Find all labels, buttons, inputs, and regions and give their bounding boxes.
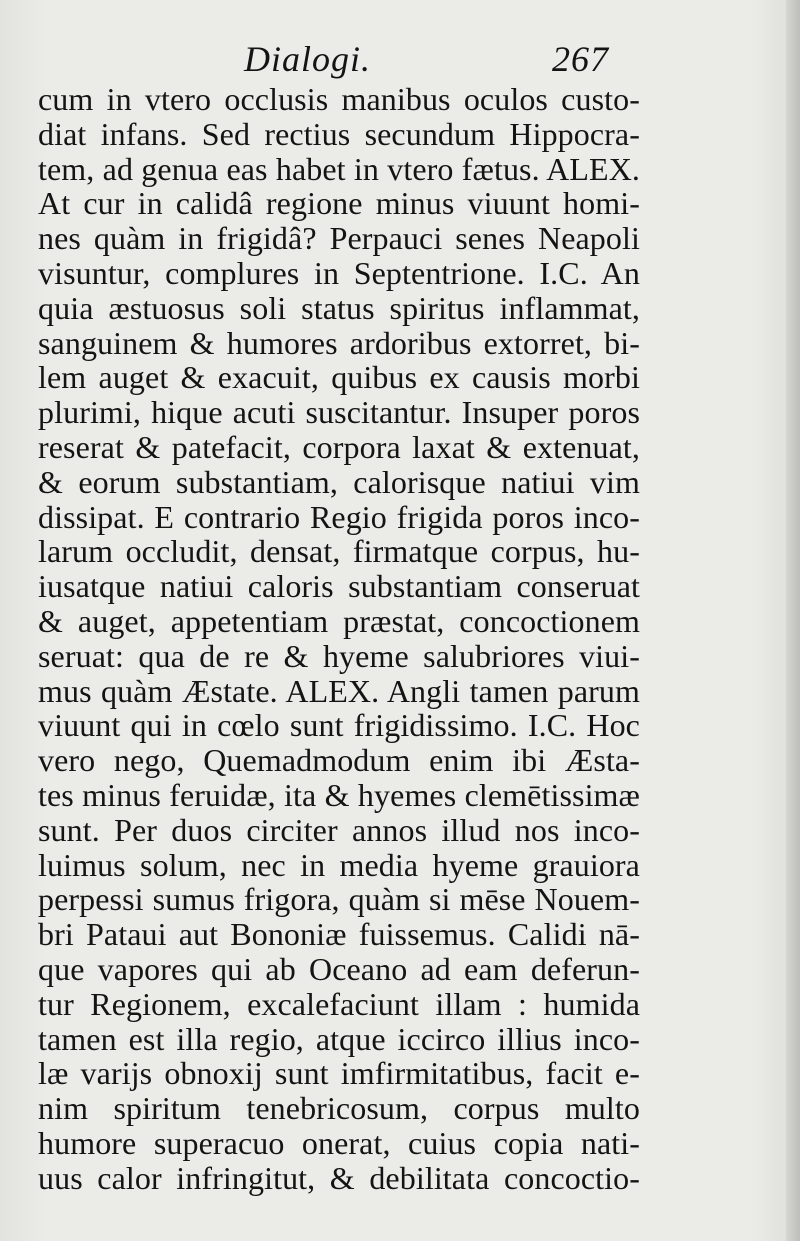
text-line: mus quàm Æstate. ALEX. Angli tamen parum: [38, 672, 640, 709]
text-line: vero nego, Quemadmodum enim ibi Æsta-: [38, 742, 640, 779]
text-line: larum occludit, densat, firmatque corpus, hu-: [38, 533, 640, 570]
text-line: tur Regionem, excalefaciunt illam : humida: [38, 985, 640, 1022]
body-text: [38, 82, 640, 1196]
text-line: nes quàm in frigidâ? Perpauci senes Neapoli: [38, 220, 640, 257]
text-line: læ varijs obnoxij sunt imfirmitatibus, facit e-: [38, 1055, 640, 1092]
text-line: iusatque natiui caloris substantiam conseruat: [38, 568, 640, 605]
text-line: lem auget & exacuit, quibus ex causis morbi: [38, 359, 640, 396]
text-line: sanguinem & humores ardoribus extorret, bi-: [38, 324, 640, 361]
text-line: tem, ad genua eas habet in vtero fætus. ALEX.: [38, 150, 640, 187]
text-line: sunt. Per duos circiter annos illud nos inco-: [38, 811, 640, 848]
text-line: viuunt qui in cœlo sunt frigidissimo. I.C. Hoc: [38, 707, 640, 744]
text-line: perpessi sumus frigora, quàm si mēse Nouem-: [38, 881, 640, 918]
text-line: luimus solum, nec in media hyeme grauiora: [38, 846, 640, 883]
text-line: & eorum substantiam, calorisque natiui vim: [38, 463, 640, 500]
text-line: & auget, appetentiam præstat, concoctionem: [38, 602, 640, 639]
text-line: visuntur, complures in Septentrione. I.C. An: [38, 254, 640, 291]
text-line: tes minus feruidæ, ita & hyemes clemētissimæ: [38, 776, 640, 813]
text-line: humore superacuo onerat, cuius copia nati-: [38, 1124, 640, 1161]
text-line: quia æstuosus soli status spiritus inflammat,: [38, 289, 640, 326]
text-line: At cur in calidâ regione minus viuunt homi-: [38, 185, 640, 222]
running-head-title: Dialogi.: [244, 39, 372, 79]
text-line: plurimi, hique acuti suscitantur. Insuper poros: [38, 394, 640, 431]
text-line: uus calor infringitut, & debilitata concoctio-: [38, 1159, 640, 1196]
text-line: que vapores qui ab Oceano ad eam deferun-: [38, 950, 640, 987]
text-line: cum in vtero occlusis manibus oculos custo-: [38, 81, 640, 117]
text-line: bri Pataui aut Bononiæ fuissemus. Calidi nā-: [38, 916, 640, 953]
text-line: nim spiritum tenebricosum, corpus multo: [38, 1090, 640, 1127]
text-line: tamen est illa regio, atque iccirco illius inco-: [38, 1020, 640, 1057]
text-line: dissipat. E contrario Regio frigida poros inco-: [38, 498, 640, 535]
page-number: 267: [552, 39, 609, 79]
text-line: seruat: qua de re & hyeme salubriores viui-: [38, 637, 640, 674]
page-gutter-shadow: [786, 0, 800, 1241]
text-line: reserat & patefacit, corpora laxat & extenuat,: [38, 428, 640, 465]
text-line: diat infans. Sed rectius secundum Hippocra-: [38, 115, 640, 152]
